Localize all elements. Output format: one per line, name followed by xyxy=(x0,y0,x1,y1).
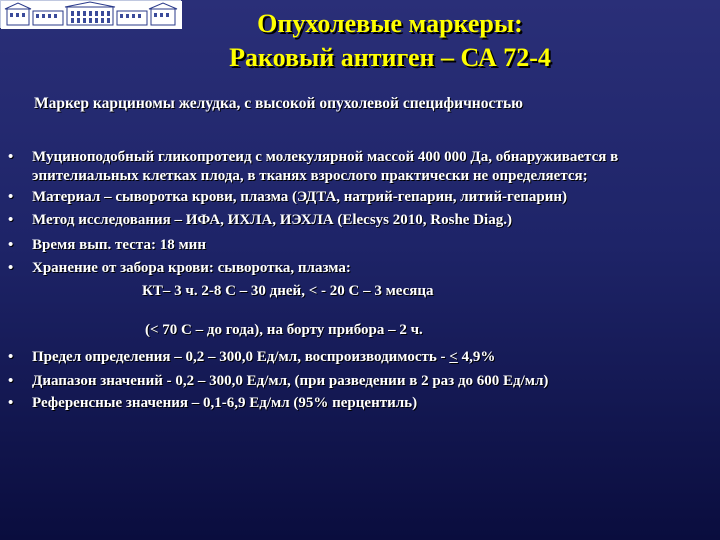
slide-subtitle: Маркер карциномы желудка, с высокой опухолевой специфичностью xyxy=(34,95,524,112)
limit-text-prefix: Предел определения – 0,2 – 300,0 Ед/мл, воспроизводимость - xyxy=(32,349,450,365)
list-item-text: Хранение от забора крови: сыворотка, плазма: xyxy=(32,260,351,276)
limit-text-suffix: 4,9% xyxy=(457,349,496,365)
bullet-icon: • xyxy=(8,237,14,253)
slide-title-line2: Раковый антиген – СА 72-4 xyxy=(229,43,551,72)
list-item-text: Время вып. теста: 18 мин xyxy=(32,237,206,253)
bullet-icon: • xyxy=(8,212,14,228)
bullet-icon: • xyxy=(8,395,14,411)
list-item-text: Диапазон значений - 0,2 – 300,0 Ед/мл, (при разведении в 2 раз до 600 Ед/мл) xyxy=(32,373,549,389)
slide-title-line1: Опухолевые маркеры: xyxy=(257,9,523,38)
list-item-text: Муциноподобный гликопротеид с молекулярной массой 400 000 Да, обнаруживается в эпителиальных клетках плода, в тканях взрослого практически не определяется; xyxy=(32,149,619,184)
bullet-icon: • xyxy=(8,373,14,389)
bullet-icon: • xyxy=(8,189,14,205)
storage-conditions-line1: КТ– 3 ч. 2-8 С – 30 дней, < - 20 С – 3 месяца xyxy=(142,283,434,299)
list-item-text: Референсные значения – 0,1-6,9 Ед/мл (95% перцентиль) xyxy=(32,395,418,411)
list-item-text xyxy=(32,348,712,367)
bullet-icon: • xyxy=(8,260,14,276)
list-item-text: Материал – сыворотка крови, плазма (ЭДТА, натрий-гепарин, литий-гепарин) xyxy=(32,189,567,205)
bullet-icon: • xyxy=(8,349,14,365)
list-item-text: Метод исследования – ИФА, ИХЛА, ИЭХЛА (Elecsys 2010, Roshe Diag.) xyxy=(32,212,512,228)
storage-conditions-line2: (< 70 С – до года), на борту прибора – 2 ч. xyxy=(145,322,423,338)
bullet-icon: • xyxy=(8,149,14,165)
less-or-equal-symbol: < xyxy=(449,349,458,365)
